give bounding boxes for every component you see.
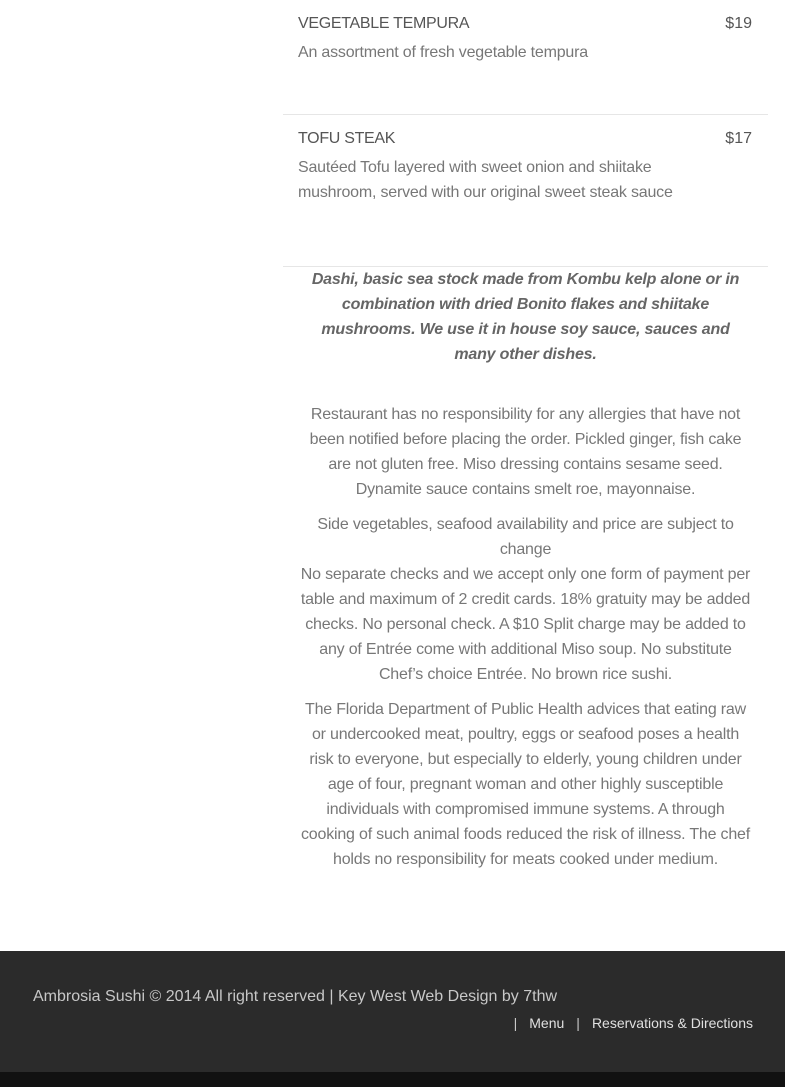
- footer-nav: [502, 1015, 753, 1031]
- menu-item-description: Sautéed Tofu layered with sweet onion and shiitake mushroom, served with our original sweet steak sauce: [298, 159, 673, 201]
- footer-copyright: Ambrosia Sushi © 2014 All right reserved | Key West Web Design by 7thw: [33, 988, 558, 1005]
- bottom-bar: [0, 1072, 785, 1087]
- health-advisory: The Florida Department of Public Health advices that eating raw or undercooked meat, poultry, eggs or seafood poses a health risk to everyone, but especially to elderly, young children under age of four, pregnant woman and other highly susceptible individuals with compromised immune systems. A through cooking of such animal foods reduced the risk of illness. The chef holds no responsibility for meats cooked under medium.: [301, 701, 750, 868]
- menu-item-tofu-steak: [283, 115, 768, 267]
- payment-policy: No separate checks and we accept only one form of payment per table and maximum of 2 credit cards. 18% gratuity may be added checks. No personal check. A $10 Split charge may be added to any of Entrée come with additional Miso soup. No substitute Chef’s choice Entrée. No brown rice sushi.: [300, 566, 751, 683]
- menu-item-name: TOFU STEAK: [298, 130, 396, 147]
- footer-link-reservations[interactable]: Reservations & Directions: [591, 1015, 753, 1031]
- menu-item-description: An assortment of fresh vegetable tempura: [298, 44, 588, 61]
- footer-link-menu[interactable]: Menu: [529, 1015, 565, 1031]
- menu-item-price: $17: [725, 130, 752, 147]
- site-footer: [0, 951, 785, 1072]
- availability-notice: Side vegetables, seafood availability and price are subject to change: [317, 516, 734, 558]
- allergy-notice: Restaurant has no responsibility for any allergies that have not been notified before placing the order. Pickled ginger, fish cake are not gluten free. Miso dressing contains sesame seed. Dynamite sauce contains smelt roe, mayonnaise.: [309, 406, 742, 498]
- dashi-note: Dashi, basic sea stock made from Kombu kelp alone or in combination with dried Bonito flakes and shiitake mushrooms. We use it in house soy sauce, sauces and many other dishes.: [311, 271, 740, 363]
- menu-item-name: VEGETABLE TEMPURA: [298, 15, 470, 32]
- nav-separator: |: [513, 1015, 518, 1031]
- menu-item-price: $19: [725, 15, 752, 32]
- nav-separator: |: [576, 1015, 580, 1031]
- menu-item-vegetable-tempura: [283, 0, 768, 115]
- menu-content: [283, 0, 768, 872]
